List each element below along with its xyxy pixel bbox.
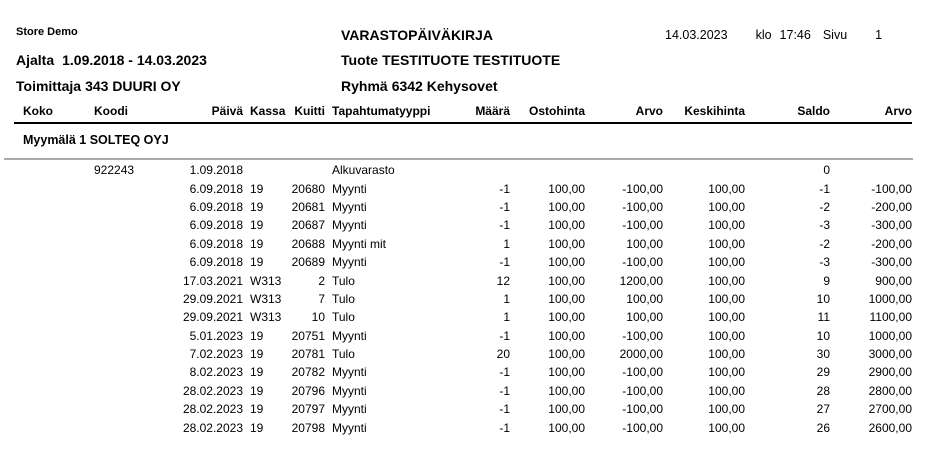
cell-saldo: 11 — [817, 310, 830, 325]
table-row — [14, 418, 912, 436]
cell-maara: -1 — [499, 402, 510, 417]
period-label: Ajalta — [16, 52, 55, 68]
table-row — [14, 363, 912, 381]
cell-ostohinta: 100,00 — [548, 328, 585, 343]
cell-ostohinta: 100,00 — [548, 383, 585, 398]
cell-arvo: -100,00 — [622, 255, 663, 270]
col-header-kuitti: Kuitti — [288, 103, 325, 123]
cell-ostohinta: 100,00 — [548, 365, 585, 380]
cell-maara: -1 — [499, 218, 510, 233]
cell-tapahtumatyyppi: Myynti — [332, 218, 367, 233]
cell-maara: -1 — [499, 181, 510, 196]
cell-keskihinta: 100,00 — [708, 328, 745, 343]
cell-kuitti: 20798 — [291, 420, 325, 435]
cell-keskihinta: 100,00 — [708, 236, 745, 251]
cell-koko — [14, 198, 94, 216]
cell-koko — [14, 271, 94, 289]
table-row — [14, 179, 912, 197]
col-header-maara: Määrä — [425, 103, 510, 123]
cell-maara: -1 — [499, 383, 510, 398]
cell-kassa: W313 — [250, 273, 282, 288]
cell-koodi — [94, 382, 158, 400]
cell-arvo: -100,00 — [622, 383, 663, 398]
cell-koodi — [94, 198, 158, 216]
cell-tapahtumatyyppi: Tulo — [332, 347, 355, 362]
cell-kuitti — [288, 161, 325, 179]
cell-tapahtumatyyppi: Tulo — [332, 273, 355, 288]
cell-keskihinta — [663, 161, 745, 179]
group-line — [341, 78, 498, 94]
cell-koodi — [94, 253, 158, 271]
cell-kuitti: 20680 — [291, 181, 325, 196]
cell-koodi — [94, 216, 158, 234]
cell-kuitti: 20781 — [291, 347, 325, 362]
cell-saldo: 0 — [823, 163, 830, 178]
col-header-tapahtumatyyppi: Tapahtumatyyppi — [325, 103, 425, 123]
cell-koko — [14, 308, 94, 326]
cell-paiva: 28.02.2023 — [182, 420, 243, 435]
cell-paiva: 6.09.2018 — [189, 181, 243, 196]
cell-kassa: 19 — [250, 218, 264, 233]
cell-arvo: -100,00 — [622, 365, 663, 380]
table-row — [14, 400, 912, 418]
col-header-saldo: Saldo — [745, 103, 830, 123]
cell-kuitti: 2 — [318, 273, 325, 288]
cell-saldo: 28 — [816, 383, 830, 398]
col-header-koodi: Koodi — [94, 103, 158, 123]
cell-kassa: W313 — [250, 291, 282, 306]
page-label: Sivu — [822, 28, 848, 42]
cell-kassa: 19 — [250, 255, 264, 270]
cell-koko — [14, 235, 94, 253]
print-info — [665, 28, 882, 42]
cell-keskihinta: 100,00 — [708, 181, 745, 196]
cell-saldo-arvo: -200,00 — [871, 199, 912, 214]
cell-kassa: 19 — [250, 365, 264, 380]
cell-maara: 1 — [503, 236, 510, 251]
cell-koko — [14, 382, 94, 400]
cell-ostohinta: 100,00 — [548, 347, 585, 362]
table-row — [14, 271, 912, 289]
cell-koodi — [94, 308, 158, 326]
cell-ostohinta: 100,00 — [548, 255, 585, 270]
cell-maara: 20 — [496, 347, 510, 362]
col-header-koko: Koko — [14, 103, 94, 123]
cell-saldo-arvo: 1000,00 — [868, 328, 912, 343]
cell-tapahtumatyyppi: Myynti — [332, 383, 367, 398]
cell-kuitti: 20796 — [291, 383, 325, 398]
cell-koodi — [94, 363, 158, 381]
supplier-value: 343 DUURI OY — [85, 78, 181, 94]
cell-maara: -1 — [499, 199, 510, 214]
cell-ostohinta: 100,00 — [548, 291, 585, 306]
table-row — [14, 290, 912, 308]
cell-saldo: 10 — [816, 291, 830, 306]
cell-kuitti: 20782 — [291, 365, 325, 380]
store-section-row — [14, 123, 912, 156]
cell-arvo: 100,00 — [626, 310, 663, 325]
column-header-row — [14, 103, 912, 123]
cell-kassa: 19 — [250, 181, 264, 196]
cell-paiva: 28.02.2023 — [182, 383, 243, 398]
product-value: TESTITUOTE TESTITUOTE — [382, 52, 561, 68]
supplier-label: Toimittaja — [16, 78, 82, 94]
cell-koko — [14, 216, 94, 234]
period-line — [16, 52, 207, 68]
cell-saldo-arvo: -100,00 — [871, 181, 912, 196]
cell-keskihinta: 100,00 — [708, 199, 745, 214]
cell-saldo-arvo: 2600,00 — [868, 420, 912, 435]
cell-kassa: 19 — [250, 383, 264, 398]
cell-koodi — [94, 327, 158, 345]
cell-tapahtumatyyppi: Myynti — [332, 255, 367, 270]
cell-tapahtumatyyppi: Tulo — [332, 291, 355, 306]
cell-kassa: 19 — [250, 236, 264, 251]
table-row — [14, 198, 912, 216]
table-row — [14, 235, 912, 253]
cell-saldo-arvo: 2700,00 — [868, 402, 912, 417]
cell-arvo: 1200,00 — [619, 273, 663, 288]
table-row — [14, 308, 912, 326]
cell-keskihinta: 100,00 — [708, 291, 745, 306]
store-section-header: Myymälä 1 SOLTEQ OYJ — [23, 133, 169, 147]
cell-saldo-arvo: 1100,00 — [869, 310, 912, 325]
cell-kassa: 19 — [250, 420, 264, 435]
cell-ostohinta: 100,00 — [548, 310, 585, 325]
cell-keskihinta: 100,00 — [708, 347, 745, 362]
cell-kassa: W313 — [250, 310, 282, 325]
cell-paiva: 6.09.2018 — [189, 255, 243, 270]
cell-kassa — [243, 161, 288, 179]
section-divider-rule — [4, 158, 913, 160]
cell-saldo-arvo: -200,00 — [871, 236, 912, 251]
cell-paiva: 6.09.2018 — [189, 199, 243, 214]
cell-ostohinta: 100,00 — [548, 218, 585, 233]
cell-maara: 12 — [496, 273, 510, 288]
cell-maara: 1 — [503, 310, 510, 325]
cell-tapahtumatyyppi: Myynti — [332, 402, 367, 417]
cell-kuitti: 20687 — [291, 218, 325, 233]
cell-arvo: 2000,00 — [619, 347, 663, 362]
cell-koodi — [94, 345, 158, 363]
cell-koko — [14, 161, 94, 179]
cell-saldo: -2 — [819, 199, 830, 214]
cell-paiva: 7.02.2023 — [189, 347, 243, 362]
cell-koodi — [94, 271, 158, 289]
cell-arvo — [585, 161, 663, 179]
cell-saldo: 9 — [823, 273, 830, 288]
supplier-line — [16, 78, 181, 94]
cell-koodi — [94, 418, 158, 436]
time-label: klo — [755, 28, 772, 42]
cell-tapahtumatyyppi: Myynti — [332, 420, 367, 435]
table-row — [14, 161, 912, 179]
page-number: 1 — [875, 28, 883, 42]
period-value: 1.09.2018 - 14.03.2023 — [62, 52, 207, 68]
cell-koko — [14, 290, 94, 308]
table-row — [14, 345, 912, 363]
col-header-paiva: Päivä — [158, 103, 243, 123]
cell-maara — [425, 161, 510, 179]
col-header-saldo-arvo: Arvo — [830, 103, 912, 123]
report-title: VARASTOPÄIVÄKIRJA — [341, 27, 493, 43]
cell-keskihinta: 100,00 — [708, 420, 745, 435]
col-header-ostohinta: Ostohinta — [510, 103, 585, 123]
cell-kuitti: 7 — [318, 291, 325, 306]
product-line — [341, 52, 560, 68]
cell-keskihinta: 100,00 — [708, 402, 745, 417]
cell-koko — [14, 363, 94, 381]
cell-maara: 1 — [503, 291, 510, 306]
table-row — [14, 253, 912, 271]
cell-saldo: -1 — [819, 181, 830, 196]
cell-ostohinta: 100,00 — [548, 420, 585, 435]
cell-koodi: 922243 — [94, 163, 135, 178]
cell-maara: -1 — [499, 365, 510, 380]
group-value: 6342 Kehysovet — [391, 78, 498, 94]
cell-maara: -1 — [499, 328, 510, 343]
cell-maara: -1 — [499, 255, 510, 270]
col-header-kassa: Kassa — [243, 103, 288, 123]
cell-saldo: -2 — [819, 236, 830, 251]
journal-table — [14, 103, 912, 437]
cell-ostohinta — [510, 161, 585, 179]
cell-keskihinta: 100,00 — [708, 255, 745, 270]
cell-arvo: -100,00 — [622, 181, 663, 196]
cell-arvo: -100,00 — [622, 199, 663, 214]
company-name: Store Demo — [16, 26, 78, 38]
cell-paiva: 5.01.2023 — [189, 328, 243, 343]
cell-saldo: 27 — [816, 402, 830, 417]
cell-koodi — [94, 400, 158, 418]
table-row — [14, 382, 912, 400]
cell-paiva: 17.03.2021 — [182, 273, 243, 288]
cell-saldo: -3 — [819, 255, 830, 270]
cell-ostohinta: 100,00 — [548, 199, 585, 214]
cell-saldo-arvo: -300,00 — [871, 218, 912, 233]
cell-kassa: 19 — [250, 199, 264, 214]
cell-arvo: 100,00 — [626, 236, 663, 251]
cell-koko — [14, 400, 94, 418]
cell-tapahtumatyyppi: Myynti mit — [332, 236, 386, 251]
cell-koko — [14, 253, 94, 271]
cell-kuitti: 20689 — [291, 255, 325, 270]
cell-kassa: 19 — [250, 328, 264, 343]
cell-tapahtumatyyppi: Myynti — [332, 365, 367, 380]
cell-keskihinta: 100,00 — [708, 383, 745, 398]
cell-paiva: 8.02.2023 — [189, 365, 243, 380]
cell-tapahtumatyyppi: Tulo — [332, 310, 355, 325]
cell-keskihinta: 100,00 — [708, 310, 745, 325]
cell-tapahtumatyyppi: Myynti — [332, 181, 367, 196]
cell-saldo: 26 — [816, 420, 830, 435]
cell-koko — [14, 327, 94, 345]
cell-koko — [14, 345, 94, 363]
table-row — [14, 327, 912, 345]
cell-koodi — [94, 290, 158, 308]
cell-koodi — [94, 235, 158, 253]
cell-kuitti: 20681 — [291, 199, 325, 214]
cell-koko — [14, 418, 94, 436]
cell-kuitti: 20751 — [291, 328, 325, 343]
cell-arvo: -100,00 — [622, 328, 663, 343]
cell-kuitti: 20797 — [291, 402, 325, 417]
cell-keskihinta: 100,00 — [708, 218, 745, 233]
cell-paiva: 6.09.2018 — [189, 236, 243, 251]
product-label: Tuote — [341, 52, 379, 68]
cell-tapahtumatyyppi: Myynti — [332, 328, 367, 343]
cell-saldo: 29 — [816, 365, 830, 380]
print-date: 14.03.2023 — [665, 28, 728, 42]
cell-saldo-arvo: 2800,00 — [868, 383, 912, 398]
cell-saldo: -3 — [819, 218, 830, 233]
cell-keskihinta: 100,00 — [708, 273, 745, 288]
print-time: 17:46 — [779, 28, 811, 42]
cell-paiva: 28.02.2023 — [182, 402, 243, 417]
cell-ostohinta: 100,00 — [548, 273, 585, 288]
cell-saldo: 30 — [816, 347, 830, 362]
cell-saldo-arvo — [830, 161, 912, 179]
cell-paiva: 6.09.2018 — [189, 218, 243, 233]
cell-koodi — [94, 179, 158, 197]
col-header-arvo: Arvo — [585, 103, 663, 123]
cell-saldo-arvo: 3000,00 — [868, 347, 912, 362]
col-header-keskihinta: Keskihinta — [663, 103, 745, 123]
cell-saldo-arvo: 900,00 — [875, 273, 912, 288]
cell-ostohinta: 100,00 — [548, 181, 585, 196]
cell-saldo-arvo: 1000,00 — [868, 291, 912, 306]
table-row — [14, 216, 912, 234]
cell-koko — [14, 179, 94, 197]
cell-kassa: 19 — [250, 347, 264, 362]
cell-arvo: -100,00 — [622, 420, 663, 435]
cell-tapahtumatyyppi: Alkuvarasto — [332, 163, 395, 178]
cell-ostohinta: 100,00 — [548, 402, 585, 417]
cell-keskihinta: 100,00 — [708, 365, 745, 380]
cell-tapahtumatyyppi: Myynti — [332, 199, 367, 214]
cell-arvo: -100,00 — [622, 218, 663, 233]
cell-saldo-arvo: 2900,00 — [868, 365, 912, 380]
cell-paiva: 29.09.2021 — [182, 291, 243, 306]
cell-saldo-arvo: -300,00 — [871, 255, 912, 270]
cell-arvo: -100,00 — [622, 402, 663, 417]
cell-arvo: 100,00 — [626, 291, 663, 306]
group-label: Ryhmä — [341, 78, 388, 94]
cell-paiva: 29.09.2021 — [182, 310, 243, 325]
cell-maara: -1 — [499, 420, 510, 435]
cell-kassa: 19 — [250, 402, 264, 417]
cell-paiva: 1.09.2018 — [189, 163, 243, 178]
cell-ostohinta: 100,00 — [548, 236, 585, 251]
cell-saldo: 10 — [816, 328, 830, 343]
cell-kuitti: 20688 — [291, 236, 325, 251]
cell-kuitti: 10 — [311, 310, 325, 325]
